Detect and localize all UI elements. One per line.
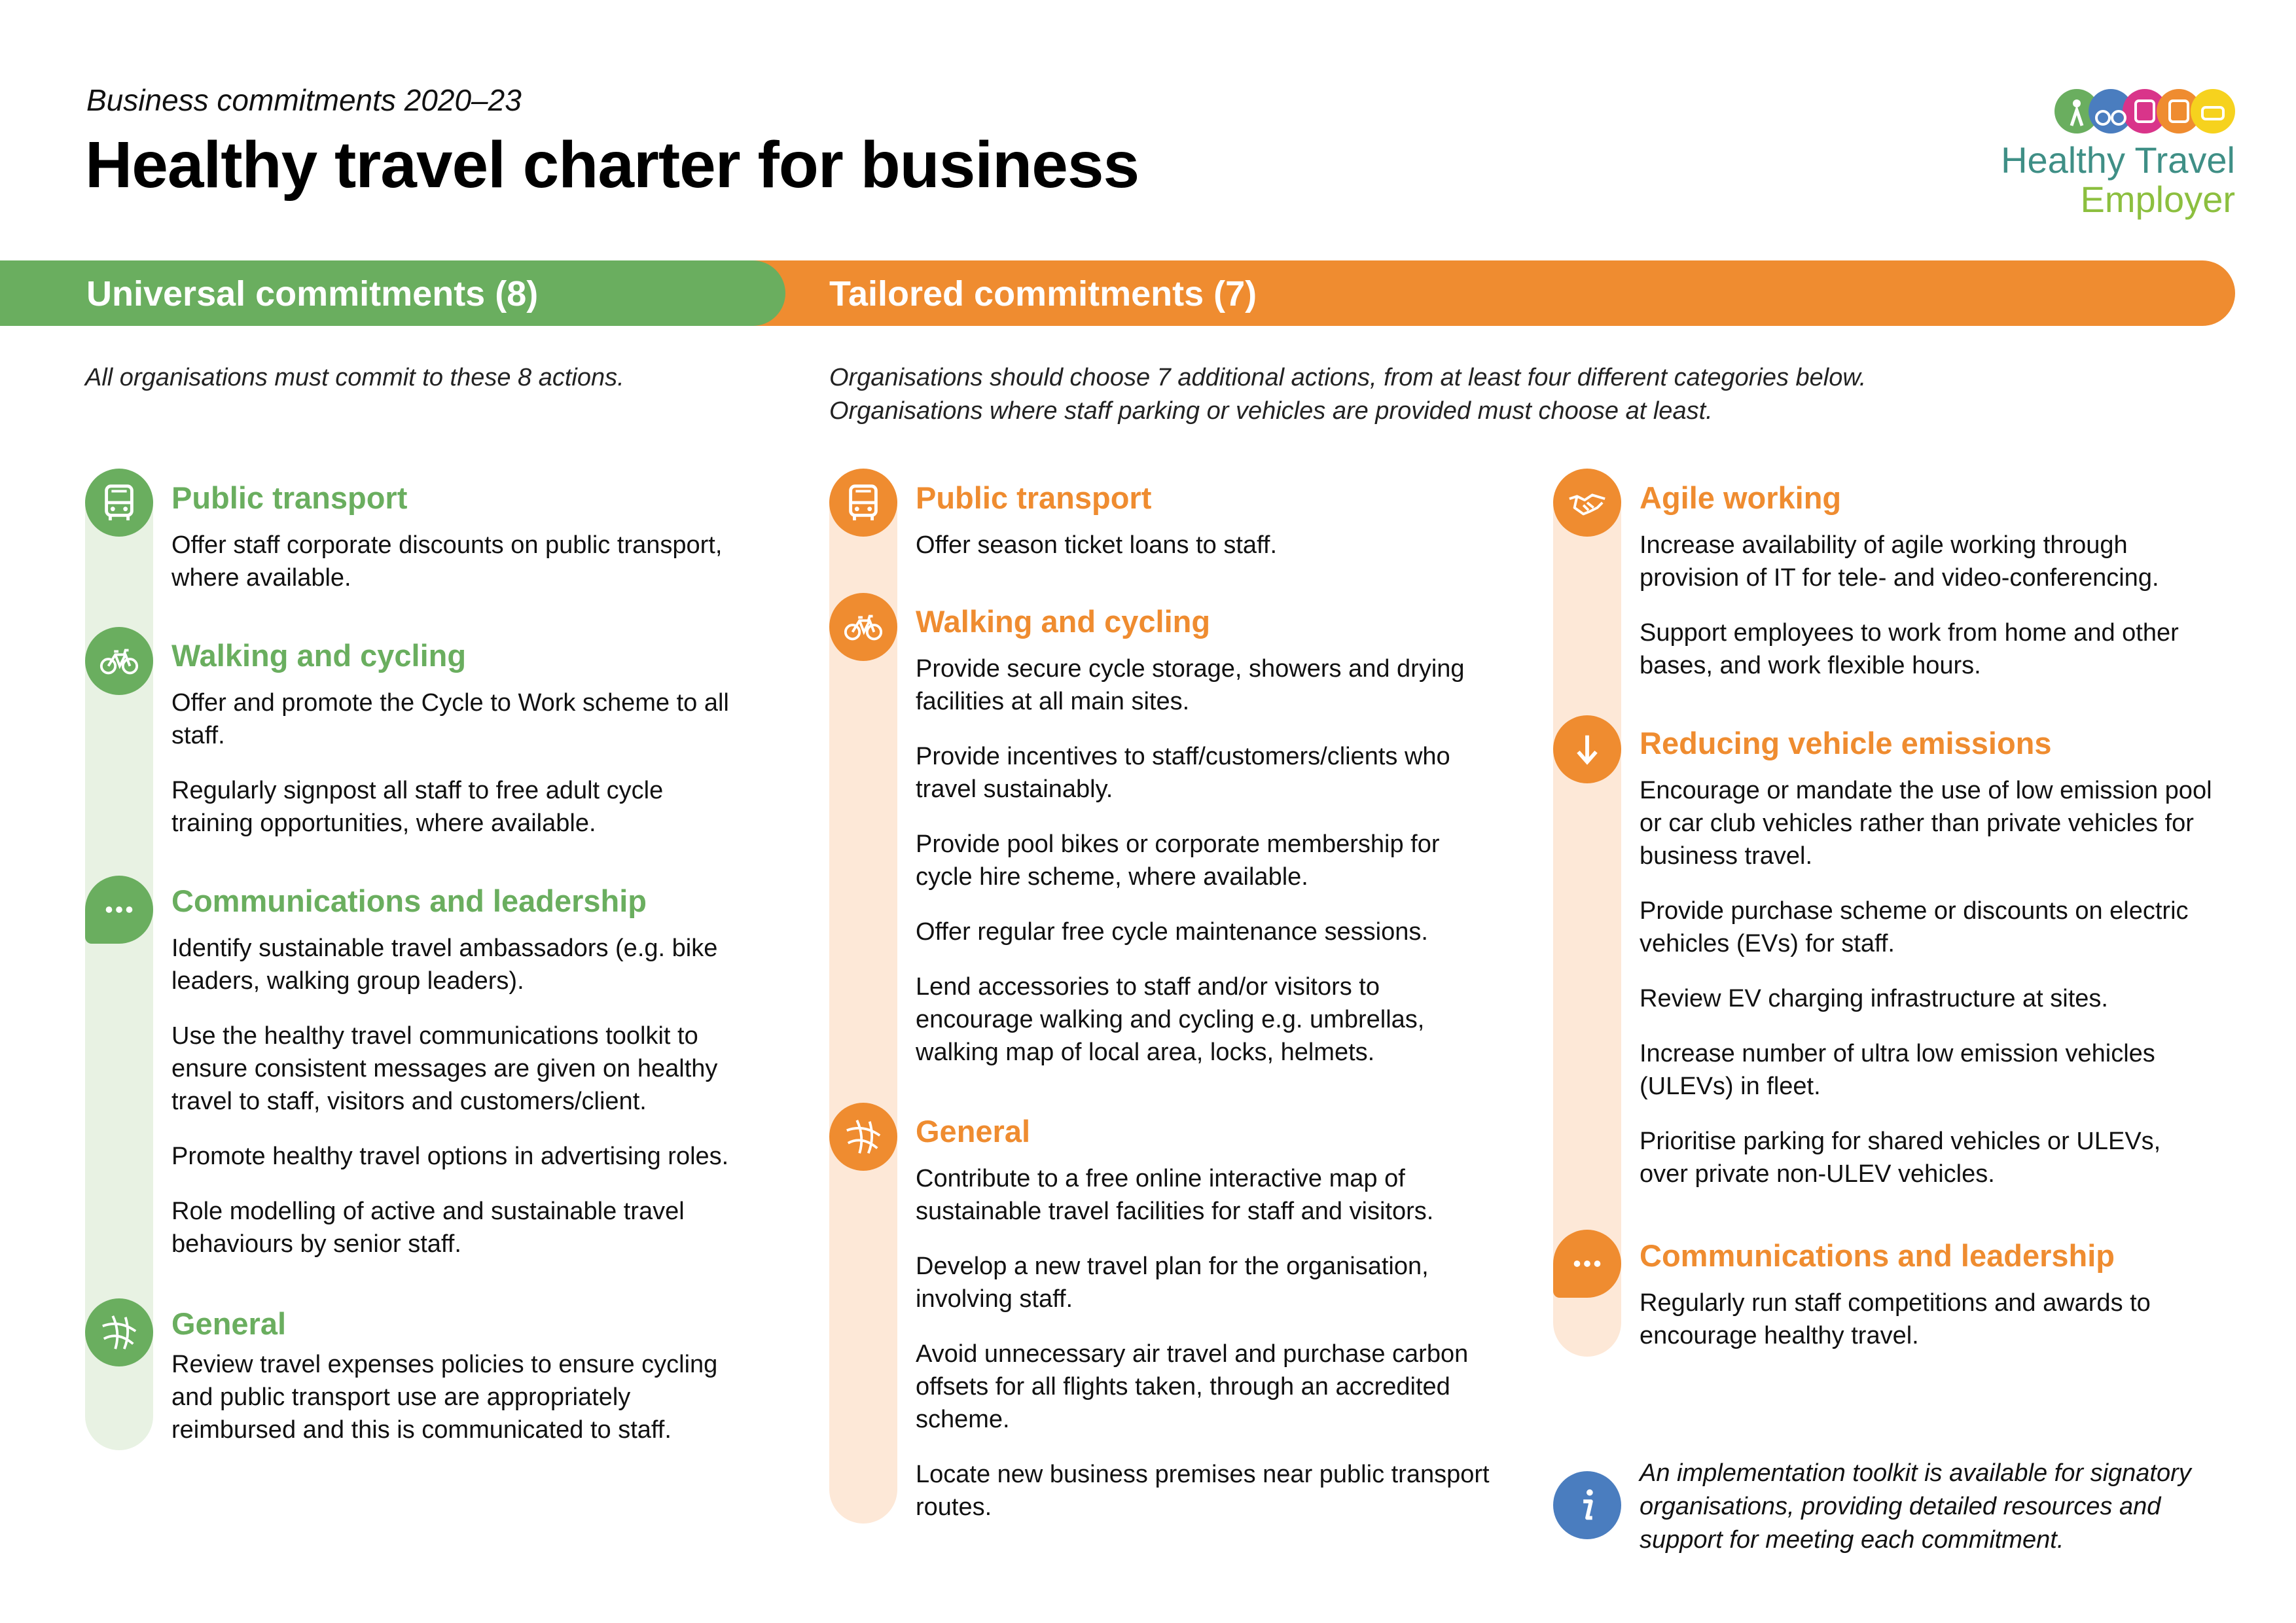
section-title: General <box>916 1114 1031 1149</box>
globe-icon <box>85 1298 153 1366</box>
universal-section-communications <box>171 883 774 1260</box>
commitment-item: Avoid unnecessary air travel and purchase carbon offsets for all flights taken, through an accredited scheme. <box>916 1340 1469 1433</box>
info-icon <box>1553 1471 1621 1539</box>
tailored-section-walking-cycling <box>916 603 1492 1069</box>
commitment-item: Provide incentives to staff/customers/clients who travel sustainably. <box>916 743 1450 803</box>
commitment-item: Provide purchase scheme or discounts on electric vehicles (EVs) for staff. <box>1640 897 2189 957</box>
section-title: Communications and leadership <box>171 883 647 918</box>
tailored-rail-right <box>1553 471 1621 1357</box>
commitment-item: Prioritise parking for shared vehicles or ULEVs, over private non-ULEV vehicles. <box>1640 1128 2161 1188</box>
tailored-intro-line1: Organisations should choose 7 additional actions, from at least four different categories below. <box>829 364 1867 391</box>
section-title: Public transport <box>916 480 1152 515</box>
implementation-toolkit-note: An implementation toolkit is available for signatory organisations, providing detailed resources and support for meeting each commitment. <box>1640 1459 2191 1554</box>
tailored-intro-line2: Organisations where staff parking or vehicles are provided must choose at least. <box>829 397 1713 425</box>
speech-bubble-icon <box>1553 1230 1621 1298</box>
commitment-item: Offer regular free cycle maintenance sessions. <box>916 918 1428 946</box>
commitment-item: Identify sustainable travel ambassadors (e.g. bike leaders, walking group leaders). <box>171 935 718 995</box>
tailored-heading: Tailored commitments (7) <box>829 274 1257 313</box>
speech-bubble-icon <box>85 876 153 944</box>
commitment-item: Develop a new travel plan for the organisation, involving staff. <box>916 1253 1429 1313</box>
handshake-icon <box>1553 469 1621 537</box>
commitment-item: Regularly signpost all staff to free adult cycle training opportunities, where available. <box>171 777 664 837</box>
tailored-section-general <box>916 1113 1505 1524</box>
commitment-item: Lend accessories to staff and/or visitors to encourage walking and cycling e.g. umbrellas, walking map of local area, locks, helmets. <box>916 973 1425 1066</box>
section-title: Walking and cycling <box>171 638 467 673</box>
page-subtitle: Business commitments 2020–23 <box>86 83 522 117</box>
section-title: Walking and cycling <box>916 604 1211 639</box>
logo-circles-icon <box>2052 86 2235 136</box>
down-arrow-icon <box>1553 715 1621 783</box>
commitment-item: Encourage or mandate the use of low emission pool or car club vehicles rather than private vehicles for business travel. <box>1640 777 2212 870</box>
commitment-item: Review EV charging infrastructure at sites. <box>1640 985 2108 1012</box>
commitment-item: Increase availability of agile working through provision of IT for tele- and video-conferencing. <box>1640 531 2159 592</box>
page-title: Healthy travel charter for business <box>85 128 1139 202</box>
bicycle-icon <box>829 593 897 661</box>
commitment-item: Regularly run staff competitions and awards to encourage healthy travel. <box>1640 1289 2151 1349</box>
universal-section-public-transport <box>171 480 774 594</box>
commitment-item: Locate new business premises near public transport routes. <box>916 1461 1490 1521</box>
commitment-item: Offer staff corporate discounts on public transport, where available. <box>171 531 723 592</box>
section-title: Reducing vehicle emissions <box>1640 726 2052 760</box>
commitment-item: Review travel expenses policies to ensure cycling and public transport use are appropriately reimbursed and this is communicated to staff. <box>171 1351 718 1444</box>
commitment-item: Use the healthy travel communications toolkit to ensure consistent messages are given on healthy travel to staff, visitors and customers/client. <box>171 1022 718 1115</box>
commitment-item: Increase number of ultra low emission vehicles (ULEVs) in fleet. <box>1640 1040 2155 1100</box>
tailored-section-vehicle-emissions <box>1640 725 2215 1190</box>
section-title: Agile working <box>1640 480 1842 515</box>
bus-icon <box>829 469 897 537</box>
section-title: General <box>171 1306 287 1341</box>
commitment-item: Provide pool bikes or corporate membership for cycle hire scheme, where available. <box>916 830 1440 891</box>
tailored-section-public-transport <box>916 480 1518 562</box>
universal-section-walking-cycling <box>171 637 747 840</box>
universal-section-general <box>171 1306 761 1446</box>
tailored-section-agile-working <box>1640 480 2215 682</box>
logo-text-line1: Healthy Travel <box>2001 139 2235 181</box>
tailored-section-communications <box>1640 1238 2215 1352</box>
section-title: Communications and leadership <box>1640 1238 2115 1273</box>
bus-icon <box>85 469 153 537</box>
section-title: Public transport <box>171 480 408 515</box>
globe-icon <box>829 1103 897 1171</box>
commitment-item: Support employees to work from home and other bases, and work flexible hours. <box>1640 619 2179 679</box>
bicycle-icon <box>85 627 153 695</box>
commitment-item: Offer and promote the Cycle to Work scheme to all staff. <box>171 689 729 749</box>
commitment-item: Contribute to a free online interactive map of sustainable travel facilities for staff and visitors. <box>916 1165 1434 1225</box>
commitment-item: Promote healthy travel options in advertising roles. <box>171 1143 729 1170</box>
logo-text-line2: Employer <box>2080 179 2235 220</box>
universal-heading: Universal commitments (8) <box>86 274 539 313</box>
commitment-item: Provide secure cycle storage, showers and drying facilities at all main sites. <box>916 655 1465 715</box>
universal-intro: All organisations must commit to these 8 actions. <box>85 364 624 391</box>
commitment-item: Role modelling of active and sustainable travel behaviours by senior staff. <box>171 1198 685 1258</box>
commitment-item: Offer season ticket loans to staff. <box>916 531 1278 559</box>
